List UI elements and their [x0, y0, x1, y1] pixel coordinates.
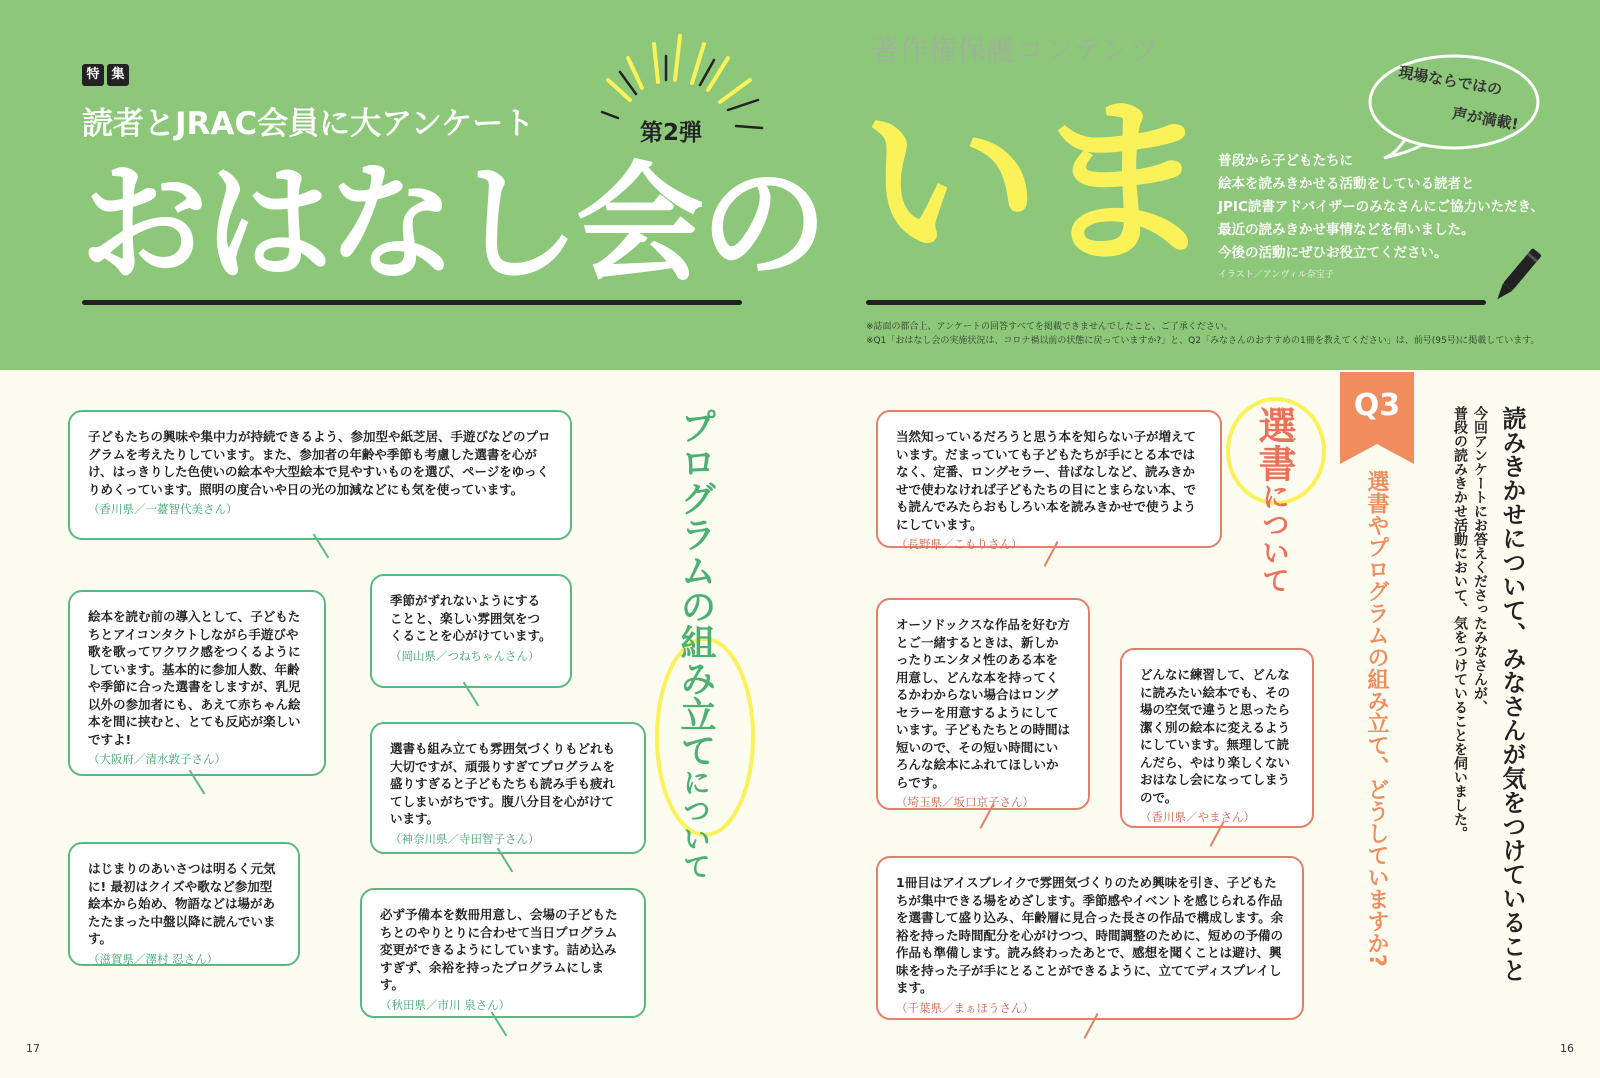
comment-text: 1冊目はアイスブレイクで雰囲気づくりのため興味を引き、子どもたちが集中できる場をめざします。季節感やイベントを感じられる作品を選書して盛り込み、年齢層に見合った長さの作品で構成します。余裕を持った時間配分を心がけつつ、時間調整のために、短めの予備の作品も準備します。読み終わったあとで、感想を聞くことは避け、興味を持った子が手にとることができるように、立ててディスプレイします。 — [896, 875, 1284, 995]
tag-char: 集 — [107, 64, 129, 86]
comment-bubble — [1120, 648, 1314, 828]
comment-bubble — [68, 590, 326, 776]
comment-source: （神奈川県／寺田智子さん） — [390, 831, 540, 846]
comment-text: 当然知っているだろうと思う本を知らない子が増えています。だまっていても子どもたちが手にとる本ではなく、定番、ロングセラー、昔ばなしなど、読みきかせで使わなければ子どもたちの目にとまらない本、でも読んでみたらおもしろい本を読みきかせで使うようにしています。 — [896, 429, 1197, 532]
selection-heading — [1250, 406, 1298, 594]
comment-text: はじまりのあいさつは明るく元気に! 最初はクイズや歌など参加型絵本から始め、物語などは場があたたまった中盤以降に読んでいます。 — [88, 861, 276, 946]
comment-bubble — [360, 888, 646, 1018]
q3-label: Q3 — [1353, 388, 1401, 423]
note-line: ※Q1「おはなし会の実施状況は、コロナ禍以前の状態に戻っていますか?」と、Q2「みなさんのおすすめの1冊を教えてください」は、前号(95号)に掲載しています。 — [866, 336, 1540, 346]
intro-line: 最近の読みきかせ事情などを伺いました。 — [1218, 222, 1475, 238]
q3-question: 選書やプログラムの組み立て、どうしていますか? — [1364, 470, 1389, 967]
feature-tag — [82, 64, 129, 86]
comment-bubble — [876, 856, 1304, 1020]
comment-text: 絵本を読む前の導入として、子どもたちとアイコンタクトしながら手遊びや歌を歌ってワクワク感をつくるようにしています。基本的に参加人数、年齢や季節に合った選書をしますが、乳児以外の参加者にも、あえて赤ちゃん絵本を間に挟むと、とても反応が楽しいですよ! — [88, 609, 301, 747]
ima-underline — [866, 300, 1486, 305]
comment-text: 必ず予備本を数冊用意し、会場の子どもたちとのやりとりに合わせて当日プログラム変更ができるようにしています。詰め込みすぎず、余裕を持ったプログラムにします。 — [380, 907, 618, 992]
comment-text: 季節がずれないようにすることと、楽しい雰囲気をつくることを心がけています。 — [390, 593, 552, 643]
comment-source: （大阪府／清水敦子さん） — [88, 752, 226, 766]
intro-line: JPIC読書アドバイザーのみなさんにご協力いただき、 — [1218, 199, 1545, 215]
comment-source: （香川県／一薹智代美さん） — [88, 502, 238, 516]
comment-source: （長野県／こもりさん） — [896, 537, 1023, 551]
title-underline — [82, 300, 742, 305]
installment-label: 第2弾 — [640, 120, 703, 146]
intro-line: 絵本を読みきかせる活動をしている読者と — [1218, 176, 1475, 192]
copyright-watermark: 著作権保護コンテンツ — [870, 33, 1159, 67]
selection-heading-part: について — [1258, 482, 1291, 594]
oval-text-line2: 声が満載! — [1450, 104, 1520, 134]
comment-source: （香川県／やまさん） — [1140, 810, 1255, 824]
program-heading-part: について — [679, 768, 712, 880]
page-number-left: 17 — [26, 1042, 40, 1055]
feature-title: おはなし会の — [80, 150, 825, 299]
notes — [866, 320, 1540, 348]
lead-text-line2: 普段の読みきかせ活動において、気をつけていることを伺いました。 — [1452, 406, 1468, 840]
pencil-icon — [1486, 244, 1546, 310]
feature-subtitle: 読者とJRAC会員に大アンケート — [82, 106, 535, 142]
lead-text-line1: 今回アンケートにお答えくださったみなさんが、 — [1472, 406, 1488, 714]
comment-source: （埼玉県／坂口京子さん） — [896, 795, 1034, 809]
oval-text-line1: 現場ならではの — [1397, 63, 1504, 99]
comment-source: （秋田県／市川 泉さん） — [380, 997, 511, 1012]
comment-bubble — [876, 410, 1222, 551]
program-heading-part: プログラムの — [675, 408, 716, 624]
comment-text: オーソドックスな作品を好む方とご一緒するときは、新しかったりエンタメ性のある本を用意し、どんな本を持ってくるかわからない場合はロングセラーを用意するようにしています。子どもたちとの時間は短いので、その短い時間にいろんな絵本にふれてほしいからです。 — [896, 617, 1071, 790]
program-heading-part: 組み立て — [675, 624, 716, 768]
illustration-credit: イラスト／アンヴィル奈宝子 — [1218, 270, 1334, 280]
program-heading — [672, 408, 718, 880]
comment-bubble — [370, 574, 572, 688]
selection-heading-part: 選書 — [1252, 406, 1296, 482]
intro-line: 今後の活動にぜひお役立てください。 — [1218, 245, 1448, 261]
comment-bubble — [370, 722, 646, 854]
comment-bubble — [68, 410, 572, 540]
page-number-right: 16 — [1560, 1042, 1574, 1055]
intro-line: 普段から子どもたちに — [1218, 153, 1353, 169]
comment-text: どんなに練習して、どんなに読みたい絵本でも、その場の空気で違うと思ったら潔く別の絵本に変えるようにしています。無理して読んだら、やはり楽しくないおはなし会になってしまうので。 — [1140, 667, 1291, 805]
comment-text: 選書も組み立ても雰囲気づくりもどれも大切ですが、頑張りすぎてプログラムを盛りすぎると子どもたちも読み手も疲れてしまいがちです。腹八分目を心がけています。 — [390, 741, 616, 826]
lead-title: 読みきかせについて、みなさんが気をつけていること — [1498, 406, 1526, 982]
comment-source: （滋賀県／澤村 忍さん） — [88, 951, 219, 966]
comment-source: （千葉県／まぁほうさん） — [896, 1000, 1034, 1015]
comment-source: （岡山県／つねちゃんさん） — [390, 648, 540, 663]
comment-bubble — [876, 598, 1090, 810]
comment-text: 子どもたちの興味や集中力が持続できるよう、参加型や紙芝居、手遊びなどのプログラムを考えたりしています。また、参加者の年齢や季節も考慮した選書を心がけ、はっきりした色使いの絵本や大型絵本で見やすいものを選び、ページをゆっくりめくっています。照明の度合いや日の光の加減などにも気を使っています。 — [88, 429, 551, 497]
comment-bubble — [68, 842, 300, 966]
tag-char: 特 — [82, 64, 104, 86]
feature-title-ima: いま — [860, 80, 1209, 289]
note-line: ※誌面の都合上、アンケートの回答すべてを掲載できませんでしたこと、ご了承ください。 — [866, 322, 1233, 332]
